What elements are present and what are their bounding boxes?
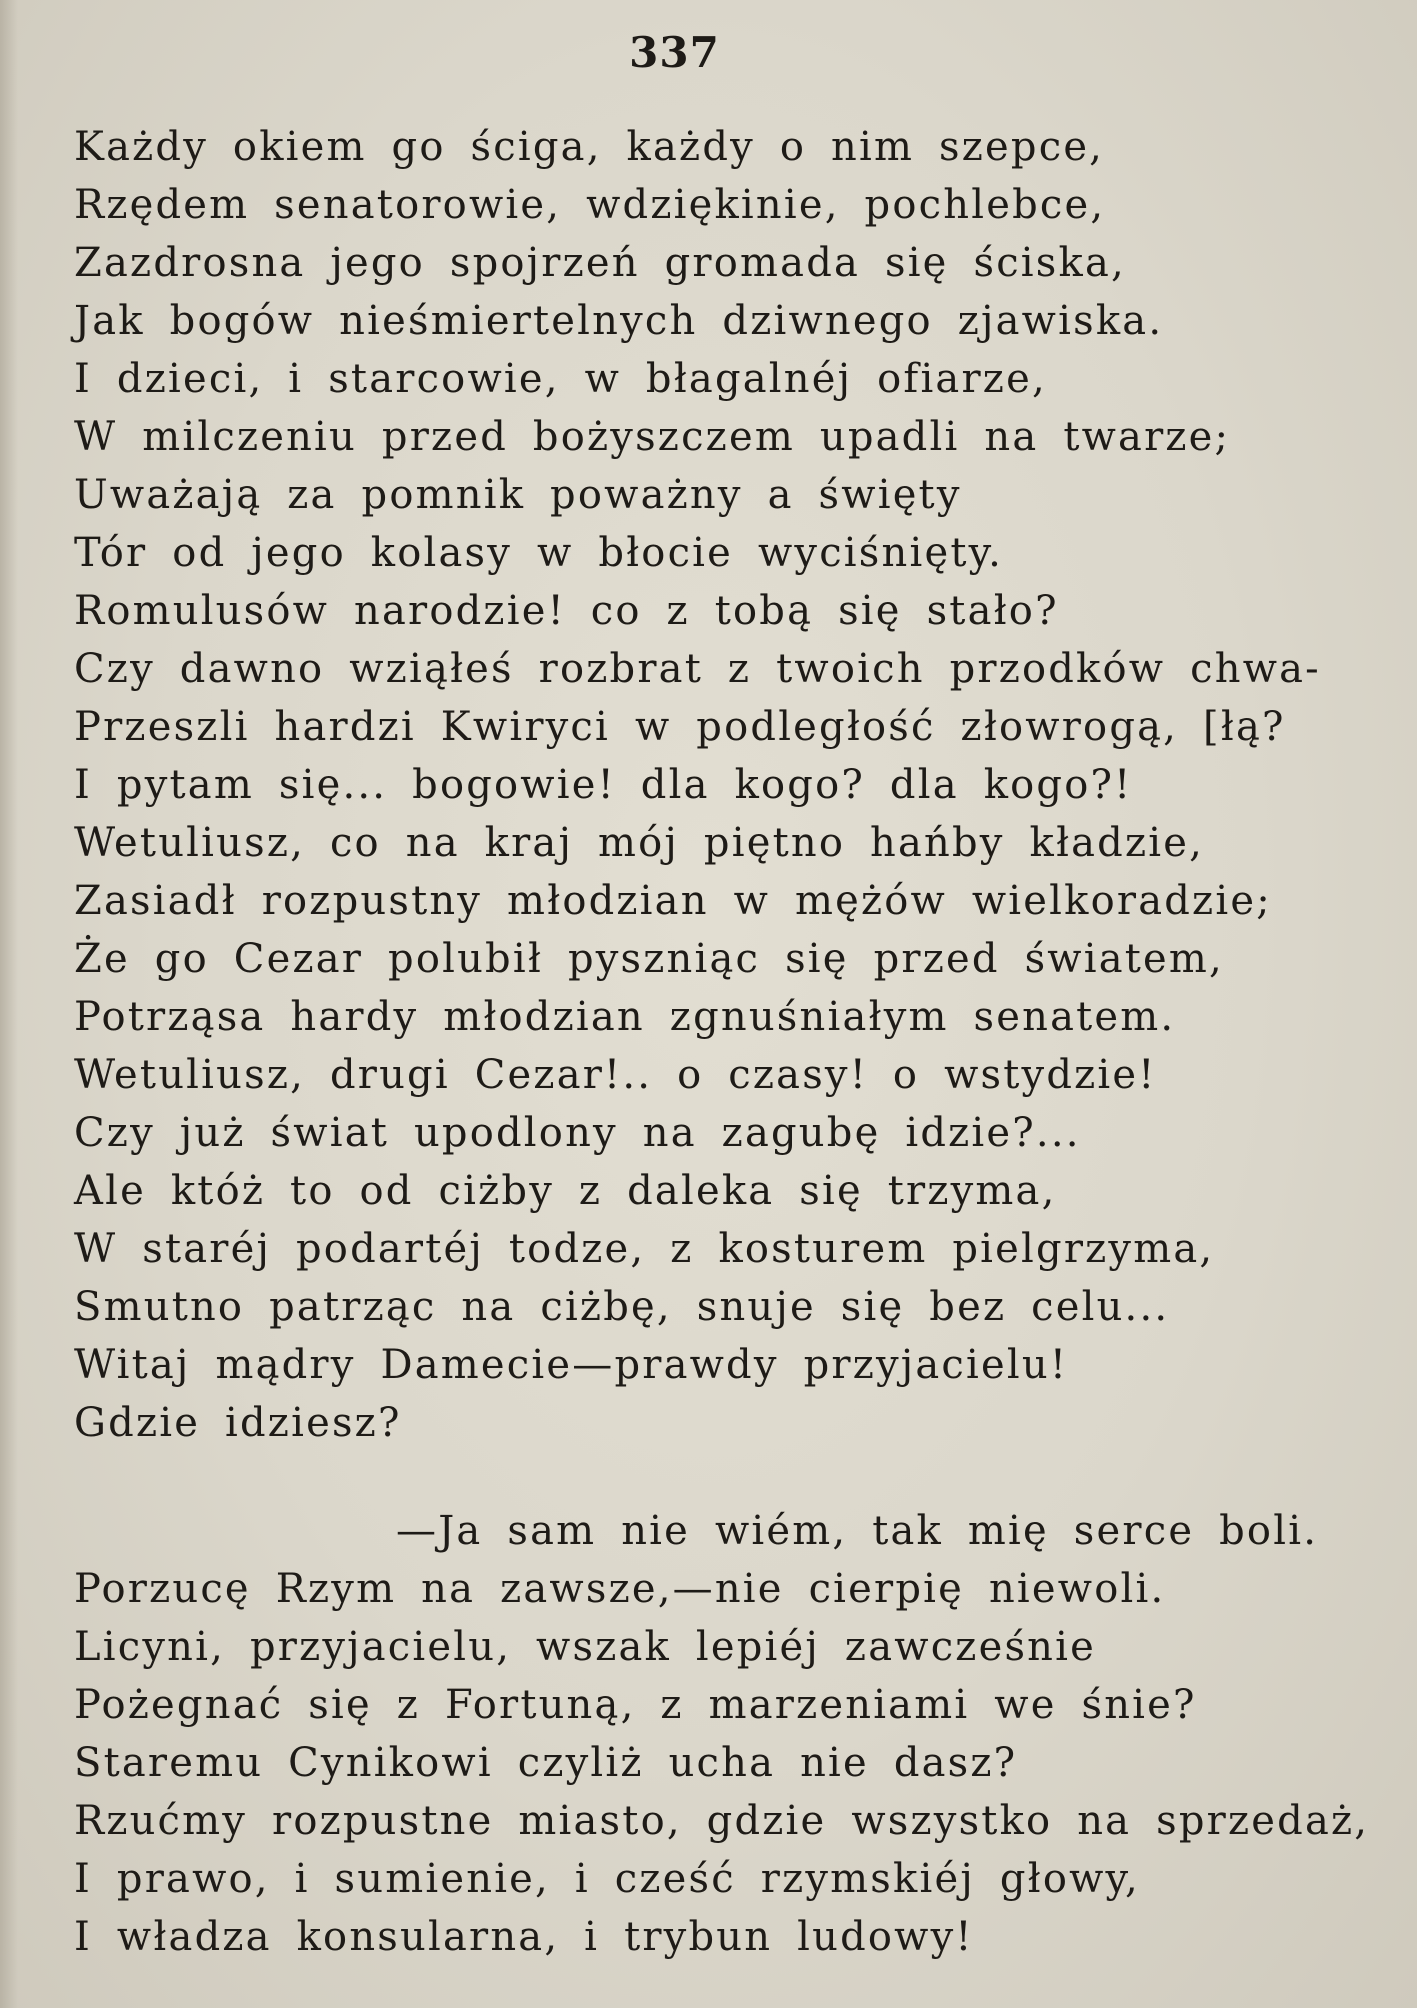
verse-line: Zasiadł rozpustny młodzian w mężów wielkoradzie; bbox=[74, 878, 1272, 924]
poem-text bbox=[74, 118, 1370, 1966]
verse-line: Czy już świat upodlony na zagubę idzie?... bbox=[74, 1110, 1081, 1156]
verse-line: Potrząsa hardy młodzian zgnuśniałym senatem. bbox=[74, 994, 1176, 1040]
verse-line: Witaj mądry Damecie—prawdy przyjacielu! bbox=[74, 1342, 1069, 1388]
verse-line: Smutno patrząc na ciżbę, snuje się bez celu... bbox=[74, 1284, 1170, 1330]
verse-line: W staréj podartéj todze, z kosturem pielgrzyma, bbox=[74, 1226, 1215, 1272]
verse-line: I prawo, i sumienie, i cześć rzymskiéj głowy, bbox=[74, 1856, 1140, 1902]
verse-line: I władza konsularna, i trybun ludowy! bbox=[74, 1914, 974, 1960]
verse-line: W milczeniu przed bożyszczem upadli na twarze; bbox=[74, 414, 1231, 460]
verse-line: Zazdrosna jego spojrzeń gromada się ściska, bbox=[74, 240, 1126, 286]
verse-line: Czy dawno wziąłeś rozbrat z twoich przodków chwa- bbox=[74, 646, 1321, 692]
verse-line: Ale któż to od ciżby z daleka się trzyma, bbox=[74, 1168, 1057, 1214]
verse-line-reply: —Ja sam nie wiém, tak mię serce boli. bbox=[396, 1508, 1319, 1554]
verse-line: Uważają za pomnik poważny a święty bbox=[74, 472, 962, 518]
verse-line: Gdzie idziesz? bbox=[74, 1400, 402, 1446]
verse-line: Że go Cezar polubił pyszniąc się przed światem, bbox=[74, 936, 1224, 982]
page-edge-shadow bbox=[0, 0, 18, 2008]
verse-line: Pożegnać się z Fortuną, z marzeniami we śnie? bbox=[74, 1682, 1197, 1728]
verse-line: Jak bogów nieśmiertelnych dziwnego zjawiska. bbox=[74, 298, 1164, 344]
verse-line: Tór od jego kolasy w błocie wyciśnięty. bbox=[74, 530, 1004, 576]
verse-line: Staremu Cynikowi czyliż ucha nie dasz? bbox=[74, 1740, 1018, 1786]
verse-line: Romulusów narodzie! co z tobą się stało? bbox=[74, 588, 1059, 634]
verse-line: Wetuliusz, drugi Cezar!.. o czasy! o wstydzie! bbox=[74, 1052, 1157, 1098]
verse-line: Każdy okiem go ściga, każdy o nim szepce, bbox=[74, 124, 1105, 170]
verse-line: Licyni, przyjacielu, wszak lepiéj zawcześnie bbox=[74, 1624, 1096, 1670]
verse-line: Rzućmy rozpustne miasto, gdzie wszystko na sprzedaż, bbox=[74, 1798, 1370, 1844]
page-number: 337 bbox=[629, 28, 720, 77]
verse-line: Rzędem senatorowie, wdziękinie, pochlebce, bbox=[74, 182, 1106, 228]
verse-line: Porzucę Rzym na zawsze,—nie cierpię niewoli. bbox=[74, 1566, 1166, 1612]
verse-line: I pytam się... bogowie! dla kogo? dla kogo?! bbox=[74, 762, 1133, 808]
verse-line: Wetuliusz, co na kraj mój piętno hańby kładzie, bbox=[74, 820, 1205, 866]
verse-line: Przeszli hardzi Kwiryci w podległość złowrogą, [łą? bbox=[74, 704, 1286, 750]
verse-line: I dzieci, i starcowie, w błagalnéj ofiarze, bbox=[74, 356, 1047, 402]
